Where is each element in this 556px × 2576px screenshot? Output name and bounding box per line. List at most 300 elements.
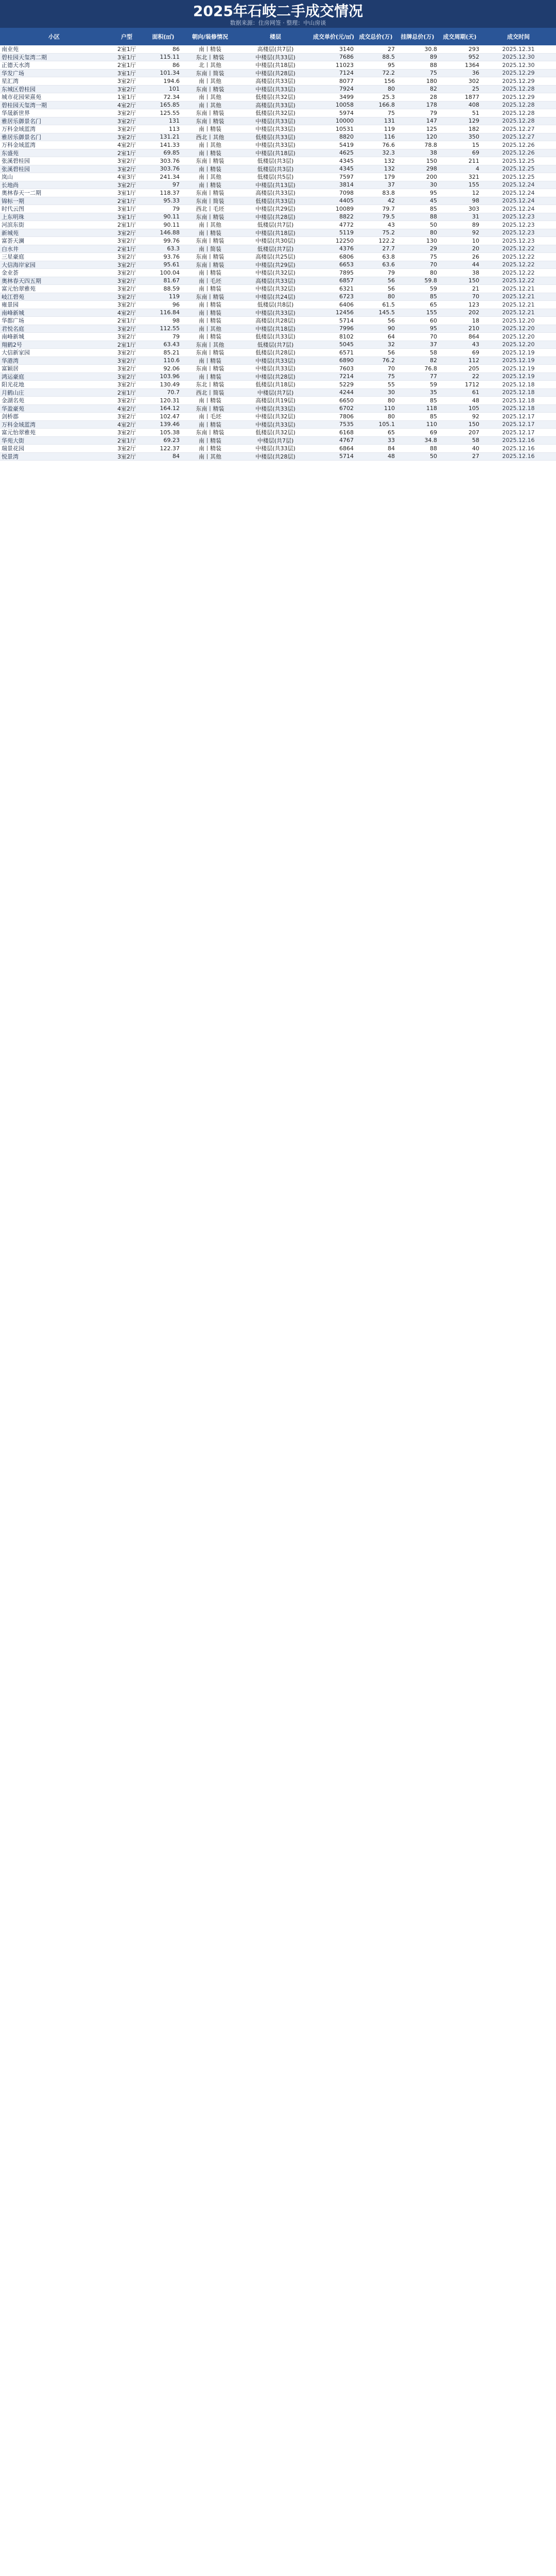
total-price-cell: 79.5 xyxy=(382,213,395,221)
community-cell: 新城苑 xyxy=(2,229,19,236)
table-row xyxy=(0,349,556,357)
unit-price-cell: 6864 xyxy=(339,445,354,452)
date-cell: 2025.12.24 xyxy=(502,189,535,196)
listing-price-cell: 75 xyxy=(430,253,437,260)
unit-price-cell: 5119 xyxy=(339,229,354,236)
table-row xyxy=(0,189,556,197)
layout-cell: 3室2厅 xyxy=(117,133,136,141)
floor-cell: 中楼层(共32层) xyxy=(255,413,296,420)
orientation-cell: 东南丨精装 xyxy=(196,158,224,165)
table-row xyxy=(0,45,556,54)
listing-price-cell: 50 xyxy=(430,453,437,460)
layout-cell: 3室2厅 xyxy=(117,365,136,372)
layout-cell: 3室2厅 xyxy=(117,349,136,357)
floor-cell: 低楼层(共33层) xyxy=(255,333,296,341)
floor-cell: 中楼层(共28层) xyxy=(255,213,296,221)
layout-cell: 4室2厅 xyxy=(117,421,136,428)
total-price-cell: 37 xyxy=(388,181,395,189)
total-price-cell: 105.1 xyxy=(378,421,395,428)
community-cell: 雅居乐御景名门 xyxy=(2,133,41,141)
date-cell: 2025.12.17 xyxy=(502,429,535,436)
floor-cell: 中楼层(共7层) xyxy=(257,389,294,396)
floor-cell: 低楼层(共8层) xyxy=(257,301,294,309)
layout-cell: 3室2厅 xyxy=(117,397,136,404)
listing-price-cell: 95 xyxy=(430,325,437,332)
cycle-cell: 48 xyxy=(472,397,479,404)
community-cell: 长地尚 xyxy=(2,181,19,189)
total-price-cell: 70 xyxy=(388,365,395,372)
orientation-cell: 南丨毛坯 xyxy=(199,277,221,284)
community-cell: 雅居乐御景名门 xyxy=(2,117,41,125)
floor-cell: 低楼层(共33层) xyxy=(255,197,296,205)
community-cell: 奥林春天一二期 xyxy=(2,190,41,197)
layout-cell: 1室1厅 xyxy=(117,94,136,101)
community-cell: 三星豪庭 xyxy=(2,253,24,261)
unit-price-cell: 6723 xyxy=(339,293,354,300)
community-cell: 岐江碧苑 xyxy=(2,293,24,300)
community-cell: 大信新家园 xyxy=(2,349,30,357)
area-cell: 116.84 xyxy=(160,309,180,316)
cycle-cell: 38 xyxy=(472,269,479,276)
orientation-cell: 南丨简装 xyxy=(199,245,221,252)
community-cell: 东盛苑 xyxy=(2,149,19,157)
total-price-cell: 80 xyxy=(388,293,395,300)
area-cell: 119 xyxy=(169,293,180,300)
table-row xyxy=(0,70,556,78)
layout-cell: 3室1厅 xyxy=(117,190,136,197)
column-header-total-price: 成交总价(万) xyxy=(359,33,393,40)
date-cell: 2025.12.23 xyxy=(502,213,535,221)
unit-price-cell: 6168 xyxy=(339,429,354,436)
cycle-cell: 69 xyxy=(472,349,479,356)
listing-price-cell: 65 xyxy=(430,301,437,308)
unit-price-cell: 7214 xyxy=(339,373,354,380)
table-row xyxy=(0,213,556,222)
listing-price-cell: 82 xyxy=(430,86,437,93)
layout-cell: 2室1厅 xyxy=(117,341,136,348)
community-cell: 富颖居 xyxy=(2,365,19,372)
area-cell: 105.38 xyxy=(160,429,180,436)
column-header-cycle: 成交周期(天) xyxy=(443,33,477,40)
date-cell: 2025.12.30 xyxy=(502,61,535,69)
table-row xyxy=(0,333,556,341)
table-row xyxy=(0,77,556,86)
date-cell: 2025.12.19 xyxy=(502,357,535,364)
cycle-cell: 321 xyxy=(468,173,479,180)
date-cell: 2025.12.21 xyxy=(502,285,535,292)
orientation-cell: 北丨其他 xyxy=(199,62,221,69)
unit-price-cell: 6806 xyxy=(339,253,354,260)
cycle-cell: 155 xyxy=(468,181,479,189)
date-cell: 2025.12.22 xyxy=(502,253,535,260)
total-price-cell: 95 xyxy=(388,61,395,69)
cycle-cell: 18 xyxy=(472,317,479,324)
orientation-cell: 南丨精装 xyxy=(199,46,221,53)
cycle-cell: 202 xyxy=(468,309,479,316)
total-price-cell: 145.5 xyxy=(378,309,395,316)
layout-cell: 2室1厅 xyxy=(117,222,136,229)
orientation-cell: 东南丨精装 xyxy=(196,86,224,93)
listing-price-cell: 130 xyxy=(426,237,437,244)
area-cell: 79 xyxy=(172,333,180,340)
layout-cell: 2室1厅 xyxy=(117,245,136,252)
orientation-cell: 南丨其他 xyxy=(199,101,221,109)
table-row xyxy=(0,181,556,190)
area-cell: 86 xyxy=(172,45,180,53)
community-cell: 月鹤山庄 xyxy=(2,389,24,396)
orientation-cell: 南丨其他 xyxy=(199,142,221,149)
table-row xyxy=(0,325,556,333)
unit-price-cell: 8822 xyxy=(339,213,354,221)
cycle-cell: 1364 xyxy=(465,61,479,69)
layout-cell: 3室2厅 xyxy=(117,381,136,388)
date-cell: 2025.12.25 xyxy=(502,173,535,180)
orientation-cell: 东南丨精装 xyxy=(196,405,224,412)
floor-cell: 中楼层(共33层) xyxy=(255,54,296,61)
orientation-cell: 南丨精装 xyxy=(199,309,221,316)
total-price-cell: 80 xyxy=(388,397,395,404)
area-cell: 93.76 xyxy=(163,253,180,260)
total-price-cell: 119 xyxy=(384,125,395,132)
date-cell: 2025.12.27 xyxy=(502,133,535,141)
total-price-cell: 72.2 xyxy=(382,70,395,77)
table-row xyxy=(0,205,556,213)
table-row xyxy=(0,237,556,245)
listing-price-cell: 147 xyxy=(426,117,437,125)
total-price-cell: 156 xyxy=(384,77,395,84)
unit-price-cell: 5045 xyxy=(339,341,354,348)
listing-price-cell: 79 xyxy=(430,109,437,116)
orientation-cell: 南丨其他 xyxy=(199,222,221,229)
community-cell: 金湖名苑 xyxy=(2,397,24,404)
area-cell: 98 xyxy=(172,317,180,324)
community-cell: 南峰新城 xyxy=(2,309,24,316)
listing-price-cell: 120 xyxy=(426,133,437,141)
layout-cell: 2室1厅 xyxy=(117,62,136,69)
cycle-cell: 44 xyxy=(472,261,479,268)
date-cell: 2025.12.18 xyxy=(502,381,535,388)
listing-price-cell: 34.8 xyxy=(424,437,437,444)
total-price-cell: 110 xyxy=(384,405,395,412)
unit-price-cell: 5714 xyxy=(339,317,354,324)
unit-price-cell: 7098 xyxy=(339,189,354,196)
date-cell: 2025.12.25 xyxy=(502,157,535,164)
area-cell: 79 xyxy=(172,205,180,212)
community-cell: 张溪碧桂园 xyxy=(2,165,30,173)
community-cell: 岚山 xyxy=(2,174,13,181)
cycle-cell: 293 xyxy=(468,45,479,53)
area-cell: 120.31 xyxy=(160,397,180,404)
orientation-cell: 西北丨毛坯 xyxy=(196,206,224,213)
floor-cell: 中楼层(共33层) xyxy=(255,445,296,452)
table-row xyxy=(0,86,556,94)
orientation-cell: 南丨精装 xyxy=(199,269,221,277)
orientation-cell: 南丨精装 xyxy=(199,229,221,236)
layout-cell: 3室1厅 xyxy=(117,54,136,61)
community-cell: 万科金域蓝湾 xyxy=(2,421,36,428)
total-price-cell: 56 xyxy=(388,317,395,324)
layout-cell: 3室2厅 xyxy=(117,158,136,165)
floor-cell: 中楼层(共33层) xyxy=(255,142,296,149)
page-title: 2025年石岐二手成交情况 xyxy=(193,3,363,20)
table-row xyxy=(0,437,556,445)
title-bar xyxy=(0,0,556,28)
orientation-cell: 东南丨精装 xyxy=(196,190,224,197)
unit-price-cell: 7597 xyxy=(339,173,354,180)
listing-price-cell: 89 xyxy=(430,54,437,61)
community-cell: 金业荟 xyxy=(2,269,19,277)
floor-cell: 高楼层(共33层) xyxy=(255,101,296,109)
listing-price-cell: 28 xyxy=(430,93,437,100)
listing-price-cell: 85 xyxy=(430,397,437,404)
cycle-cell: 105 xyxy=(468,405,479,412)
cycle-cell: 150 xyxy=(468,421,479,428)
date-cell: 2025.12.26 xyxy=(502,149,535,157)
community-cell: 锦标一期 xyxy=(2,197,24,205)
orientation-cell: 东南丨精装 xyxy=(196,349,224,357)
table-row xyxy=(0,285,556,293)
layout-cell: 3室2厅 xyxy=(117,325,136,332)
floor-cell: 中楼层(共7层) xyxy=(257,437,294,444)
community-cell: 瑞景花园 xyxy=(2,445,24,452)
area-cell: 131.21 xyxy=(160,133,180,141)
cycle-cell: 123 xyxy=(468,301,479,308)
floor-cell: 低楼层(共7层) xyxy=(257,341,294,348)
total-price-cell: 132 xyxy=(384,157,395,164)
date-cell: 2025.12.24 xyxy=(502,205,535,212)
unit-price-cell: 12456 xyxy=(336,309,354,316)
table-row xyxy=(0,373,556,381)
column-header-orientation: 朝向/装修情况 xyxy=(192,33,229,40)
area-cell: 303.76 xyxy=(160,165,180,173)
layout-cell: 3室2厅 xyxy=(117,229,136,236)
area-cell: 90.11 xyxy=(163,213,180,221)
listing-price-cell: 150 xyxy=(426,157,437,164)
listing-price-cell: 58 xyxy=(430,349,437,356)
unit-price-cell: 5229 xyxy=(339,381,354,388)
community-cell: 白水井 xyxy=(2,245,19,252)
floor-cell: 高楼层(共19层) xyxy=(255,397,296,404)
table-row xyxy=(0,341,556,349)
total-price-cell: 25.3 xyxy=(382,93,395,100)
cycle-cell: 31 xyxy=(472,213,479,221)
total-price-cell: 64 xyxy=(388,333,395,340)
layout-cell: 3室2厅 xyxy=(117,78,136,85)
unit-price-cell: 4244 xyxy=(339,389,354,396)
table-row xyxy=(0,389,556,397)
date-cell: 2025.12.28 xyxy=(502,86,535,93)
orientation-cell: 南丨精装 xyxy=(199,317,221,325)
orientation-cell: 南丨精装 xyxy=(199,357,221,364)
unit-price-cell: 4405 xyxy=(339,197,354,205)
area-cell: 100.04 xyxy=(160,269,180,276)
listing-price-cell: 78.8 xyxy=(424,141,437,148)
floor-cell: 高楼层(共33层) xyxy=(255,277,296,284)
column-header-area: 面积(㎡) xyxy=(152,33,175,40)
table-row xyxy=(0,101,556,110)
area-cell: 141.33 xyxy=(160,141,180,148)
layout-cell: 3室2厅 xyxy=(117,126,136,133)
date-cell: 2025.12.17 xyxy=(502,413,535,420)
listing-price-cell: 35 xyxy=(430,389,437,396)
cycle-cell: 22 xyxy=(472,373,479,380)
orientation-cell: 南丨精装 xyxy=(199,165,221,173)
floor-cell: 中楼层(共29层) xyxy=(255,261,296,268)
table-row xyxy=(0,61,556,70)
orientation-cell: 南丨精装 xyxy=(199,333,221,341)
floor-cell: 低楼层(共33层) xyxy=(255,133,296,141)
cycle-cell: 303 xyxy=(468,205,479,212)
total-price-cell: 65 xyxy=(388,429,395,436)
cycle-cell: 15 xyxy=(472,141,479,148)
cycle-cell: 89 xyxy=(472,221,479,228)
listing-price-cell: 85 xyxy=(430,293,437,300)
unit-price-cell: 4345 xyxy=(339,157,354,164)
area-cell: 102.47 xyxy=(160,413,180,420)
community-cell: 翔鹤2号 xyxy=(2,341,22,348)
total-price-cell: 122.2 xyxy=(378,237,395,244)
cycle-cell: 69 xyxy=(472,149,479,157)
layout-cell: 3室2厅 xyxy=(117,277,136,284)
table-row xyxy=(0,245,556,253)
cycle-cell: 10 xyxy=(472,237,479,244)
area-cell: 90.11 xyxy=(163,221,180,228)
listing-price-cell: 88 xyxy=(430,61,437,69)
cycle-cell: 98 xyxy=(472,197,479,205)
orientation-cell: 东南丨精装 xyxy=(196,110,224,117)
layout-cell: 3室2厅 xyxy=(117,293,136,300)
area-cell: 69.23 xyxy=(163,437,180,444)
layout-cell: 4室2厅 xyxy=(117,405,136,412)
orientation-cell: 南丨精装 xyxy=(199,285,221,293)
layout-cell: 3室2厅 xyxy=(117,165,136,173)
date-cell: 2025.12.16 xyxy=(502,445,535,452)
unit-price-cell: 7686 xyxy=(339,54,354,61)
total-price-cell: 56 xyxy=(388,349,395,356)
cycle-cell: 40 xyxy=(472,445,479,452)
unit-price-cell: 7124 xyxy=(339,70,354,77)
table-row xyxy=(0,293,556,301)
area-cell: 95.33 xyxy=(163,197,180,205)
total-price-cell: 79 xyxy=(388,269,395,276)
cycle-cell: 61 xyxy=(472,389,479,396)
listing-price-cell: 85 xyxy=(430,413,437,420)
unit-price-cell: 4772 xyxy=(339,221,354,228)
floor-cell: 中楼层(共32层) xyxy=(255,269,296,277)
floor-cell: 中楼层(共28层) xyxy=(255,70,296,77)
total-price-cell: 55 xyxy=(388,381,395,388)
layout-cell: 4室3厅 xyxy=(117,174,136,181)
unit-price-cell: 7996 xyxy=(339,325,354,332)
unit-price-cell: 6406 xyxy=(339,301,354,308)
floor-cell: 中楼层(共18层) xyxy=(255,149,296,157)
cycle-cell: 210 xyxy=(468,325,479,332)
total-price-cell: 116 xyxy=(384,133,395,141)
area-cell: 96 xyxy=(172,301,180,308)
floor-cell: 中楼层(共33层) xyxy=(255,126,296,133)
area-cell: 92.06 xyxy=(163,365,180,372)
unit-price-cell: 10000 xyxy=(336,117,354,125)
table-row xyxy=(0,301,556,309)
table-row xyxy=(0,309,556,317)
floor-cell: 低楼层(共18层) xyxy=(255,381,296,388)
community-cell: 君悦名庭 xyxy=(2,325,24,332)
table-row xyxy=(0,445,556,453)
date-cell: 2025.12.29 xyxy=(502,77,535,84)
cycle-cell: 150 xyxy=(468,277,479,284)
layout-cell: 3室2厅 xyxy=(117,445,136,452)
layout-cell: 3室1厅 xyxy=(117,70,136,77)
date-cell: 2025.12.20 xyxy=(502,317,535,324)
date-cell: 2025.12.29 xyxy=(502,93,535,100)
floor-cell: 中楼层(共30层) xyxy=(255,238,296,245)
floor-cell: 中楼层(共33层) xyxy=(255,357,296,364)
layout-cell: 3室2厅 xyxy=(117,110,136,117)
community-cell: 鸿运豪庭 xyxy=(2,373,24,380)
date-cell: 2025.12.29 xyxy=(502,70,535,77)
page-subtitle: 数据来源：住房网签 · 整理：中山房谈 xyxy=(230,20,326,26)
listing-price-cell: 125 xyxy=(426,125,437,132)
cycle-cell: 26 xyxy=(472,253,479,260)
orientation-cell: 南丨精装 xyxy=(199,397,221,404)
unit-price-cell: 6571 xyxy=(339,349,354,356)
area-cell: 63.3 xyxy=(167,245,180,252)
floor-cell: 低楼层(共3层) xyxy=(257,165,294,173)
community-cell: 华晟新世界 xyxy=(2,110,30,117)
community-cell: 富元怡翠雅苑 xyxy=(2,285,36,293)
listing-price-cell: 29 xyxy=(430,245,437,252)
orientation-cell: 东南丨精装 xyxy=(196,293,224,300)
community-cell: 碧桂园天玺湾二期 xyxy=(2,54,47,61)
total-price-cell: 63.6 xyxy=(382,261,395,268)
layout-cell: 2室1厅 xyxy=(117,389,136,396)
unit-price-cell: 7806 xyxy=(339,413,354,420)
date-cell: 2025.12.20 xyxy=(502,333,535,340)
area-cell: 130.49 xyxy=(160,381,180,388)
table-row xyxy=(0,221,556,229)
date-cell: 2025.12.23 xyxy=(502,237,535,244)
table-row xyxy=(0,317,556,325)
listing-price-cell: 80 xyxy=(430,269,437,276)
cycle-cell: 211 xyxy=(468,157,479,164)
total-price-cell: 132 xyxy=(384,165,395,173)
area-cell: 164.12 xyxy=(160,405,180,412)
date-cell: 2025.12.27 xyxy=(502,125,535,132)
floor-cell: 中楼层(共18层) xyxy=(255,62,296,69)
layout-cell: 3室2厅 xyxy=(117,269,136,277)
table-row xyxy=(0,54,556,62)
orientation-cell: 东南丨精装 xyxy=(196,238,224,245)
listing-price-cell: 37 xyxy=(430,341,437,348)
total-price-cell: 56 xyxy=(388,285,395,292)
date-cell: 2025.12.19 xyxy=(502,373,535,380)
orientation-cell: 东南丨精装 xyxy=(196,429,224,436)
orientation-cell: 南丨其他 xyxy=(199,78,221,85)
floor-cell: 中楼层(共28层) xyxy=(255,453,296,460)
orientation-cell: 东北丨精装 xyxy=(196,54,224,61)
floor-cell: 中楼层(共18层) xyxy=(255,325,296,332)
area-cell: 139.46 xyxy=(160,421,180,428)
column-header-layout: 户型 xyxy=(121,33,132,40)
area-cell: 303.76 xyxy=(160,157,180,164)
area-cell: 118.37 xyxy=(160,189,180,196)
cycle-cell: 864 xyxy=(468,333,479,340)
cycle-cell: 21 xyxy=(472,285,479,292)
unit-price-cell: 11023 xyxy=(336,61,354,69)
total-price-cell: 79.7 xyxy=(382,205,395,212)
floor-cell: 低楼层(共3层) xyxy=(257,158,294,165)
date-cell: 2025.12.22 xyxy=(502,277,535,284)
